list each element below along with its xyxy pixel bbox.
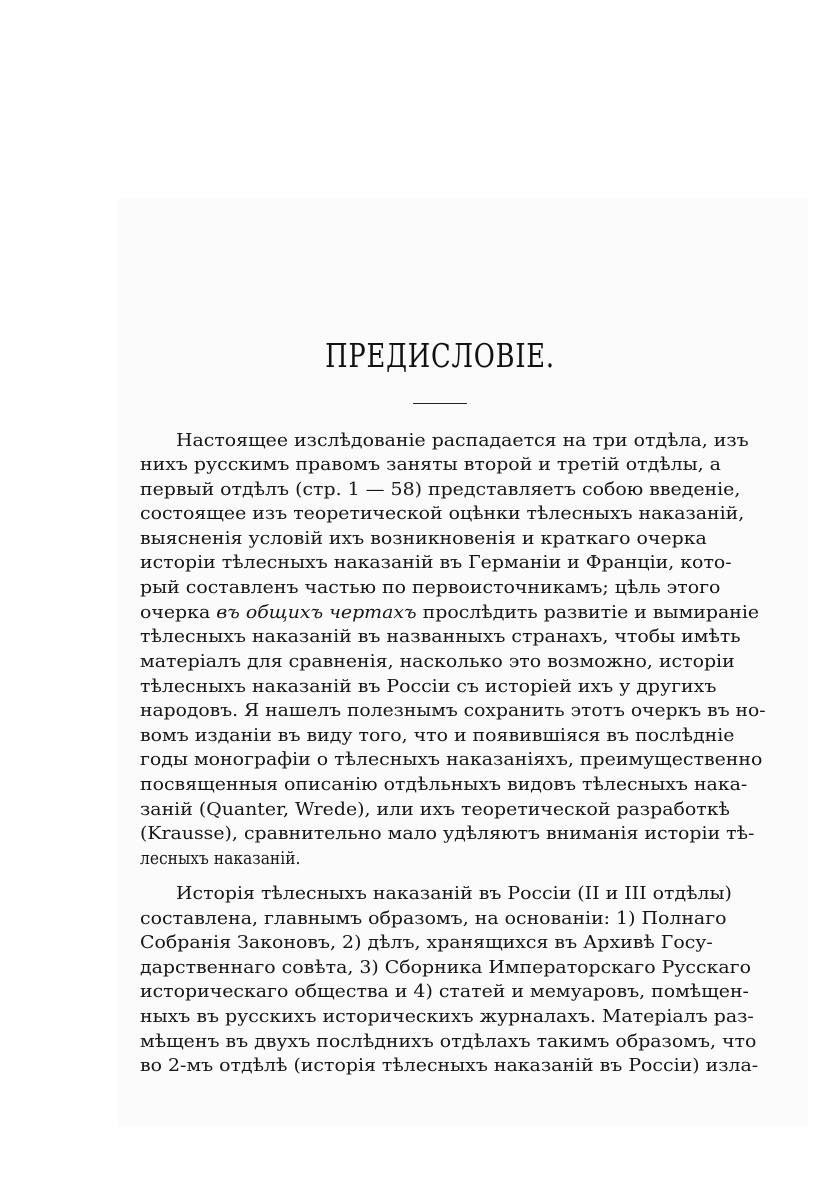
title-divider xyxy=(413,403,467,404)
text-segment: прослѣдить развитіе и вымираніе xyxy=(416,602,760,623)
text-line: нихъ русскимъ правомъ заняты второй и третій отдѣлы, а xyxy=(140,454,721,475)
text-line: народовъ. Я нашелъ полезнымъ сохранить этотъ очеркъ въ но- xyxy=(140,700,766,721)
text-line: тѣлесныхъ наказаній въ Россіи съ исторіей ихъ у другихъ xyxy=(140,676,717,697)
text-line: рый составленъ частью по первоисточникамъ; цѣль этого xyxy=(140,577,721,598)
text-line: тѣлесныхъ наказаній въ названныхъ странахъ, чтобы имѣть xyxy=(140,626,741,647)
text-line xyxy=(140,603,759,623)
text-line: состоящее изъ теоретической оцѣнки тѣлесныхъ наказаній, xyxy=(140,503,745,524)
text-line: Исторія тѣлесныхъ наказаній въ Россіи (II и III отдѣлы) xyxy=(176,883,732,904)
text-line: выясненія условій ихъ возникновенія и краткаго очерка xyxy=(140,528,707,549)
italic-phrase: въ общихъ чертахъ xyxy=(216,602,417,623)
text-segment: очерка xyxy=(140,602,217,623)
text-line: составлена, главнымъ образомъ, на основаніи: 1) Полнаго xyxy=(140,908,727,929)
text-line: посвященныя описанію отдѣльныхъ видовъ тѣлесныхъ нака- xyxy=(140,774,748,795)
text-line: во 2-мъ отдѣлѣ (исторія тѣлесныхъ наказаній въ Россіи) изла- xyxy=(140,1055,759,1076)
text-line: дарственнаго совѣта, 3) Сборника Императорскаго Русскаго xyxy=(140,957,751,978)
page-title: ПРЕДИСЛОВІЕ. xyxy=(325,336,555,375)
text-line: Настоящее изслѣдованіе распадается на три отдѣла, изъ xyxy=(176,430,749,451)
text-line: лесныхъ наказаній. xyxy=(140,848,301,869)
text-line: историческаго общества и 4) статей и мемуаровъ, помѣщен- xyxy=(140,981,749,1002)
text-line: матеріалъ для сравненія, насколько это возможно, исторіи xyxy=(140,651,735,672)
text-line: Собранія Законовъ, 2) дѣлъ, хранящихся въ Архивѣ Госу- xyxy=(140,932,713,953)
text-line: вомъ изданіи въ виду того, что и появившіяся въ послѣдніе xyxy=(140,725,735,746)
text-line: (Krausse), сравнительно мало удѣляютъ вниманія исторіи тѣ- xyxy=(140,823,755,844)
text-line: мѣщенъ въ двухъ послѣднихъ отдѣлахъ такимъ образомъ, что xyxy=(140,1031,757,1052)
text-line: исторіи тѣлесныхъ наказаній въ Германіи и Франціи, кото- xyxy=(140,552,732,573)
text-line: годы монографіи о тѣлесныхъ наказаніяхъ, преимущественно xyxy=(140,749,763,770)
text-line: заній (Quanter, Wrede), или ихъ теоретической разработкѣ xyxy=(140,799,730,820)
text-line: ныхъ въ русскихъ историческихъ журналахъ. Матеріалъ раз- xyxy=(140,1006,754,1027)
text-line: первый отдѣлъ (стр. 1 — 58) представляетъ собою введеніе, xyxy=(140,479,741,500)
